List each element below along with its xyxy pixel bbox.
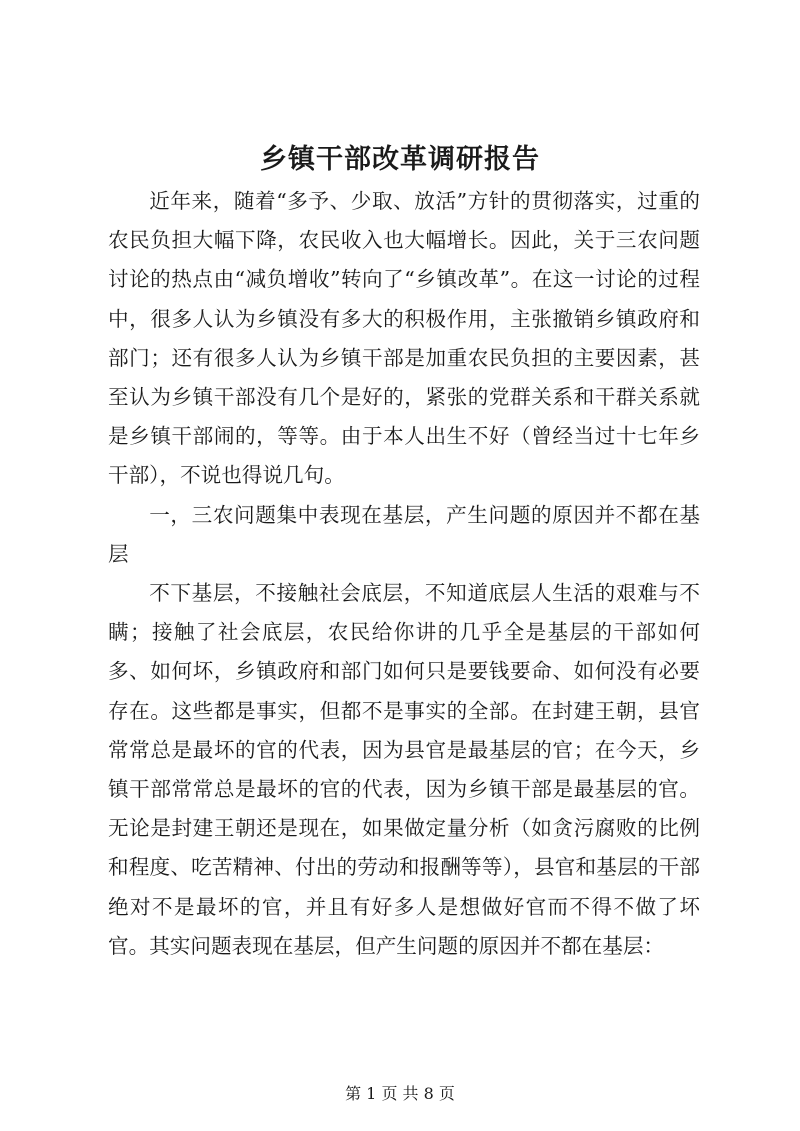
paragraph-intro: 近年来，随着“多予、少取、放活”方针的贯彻落实，过重的农民负担大幅下降，农民收入也大幅增长。因此，关于三农问题讨论的热点由“减负增收”转向了“乡镇改革”。在这一讨论的过程中，很多人认为乡镇没有多大的积极作用，主张撤销乡镇政府和部门；还有很多人认为乡镇干部是加重农民负担的主要因素，甚至认为乡镇干部没有几个是好的，紧张的党群关系和干群关系就是乡镇干部闹的，等等。由于本人出生不好（曾经当过十七年乡干部），不说也得说几句。 (108, 189, 700, 488)
section-heading-1: 一，三农问题集中表现在基层，产生问题的原因并不都在基层 (108, 502, 700, 566)
document-body (108, 182, 700, 966)
document-title: 乡镇干部改革调研报告 (260, 144, 540, 175)
page-number-footer: 第 1 页 共 8 页 (345, 1084, 455, 1103)
paragraph-section-1: 不下基层，不接触社会底层，不知道底层人生活的艰难与不瞒；接触了社会底层，农民给你讲的几乎全是基层的干部如何多、如何坏，乡镇政府和部门如何只是要钱要命、如何没有必要存在。这些都是事实，但都不是事实的全部。在封建王朝，县官常常总是最坏的官的代表，因为县官是最基层的官；在今天，乡镇干部常常总是最坏的官的代表，因为乡镇干部是最基层的官。无论是封建王朝还是现在，如果做定量分析（如贪污腐败的比例和程度、吃苦精神、付出的劳动和报酬等等），县官和基层的干部绝对不是最坏的官，并且有好多人是想做好官而不得不做了坏官。其实问题表现在基层，但产生问题的原因并不都在基层： (108, 581, 700, 958)
